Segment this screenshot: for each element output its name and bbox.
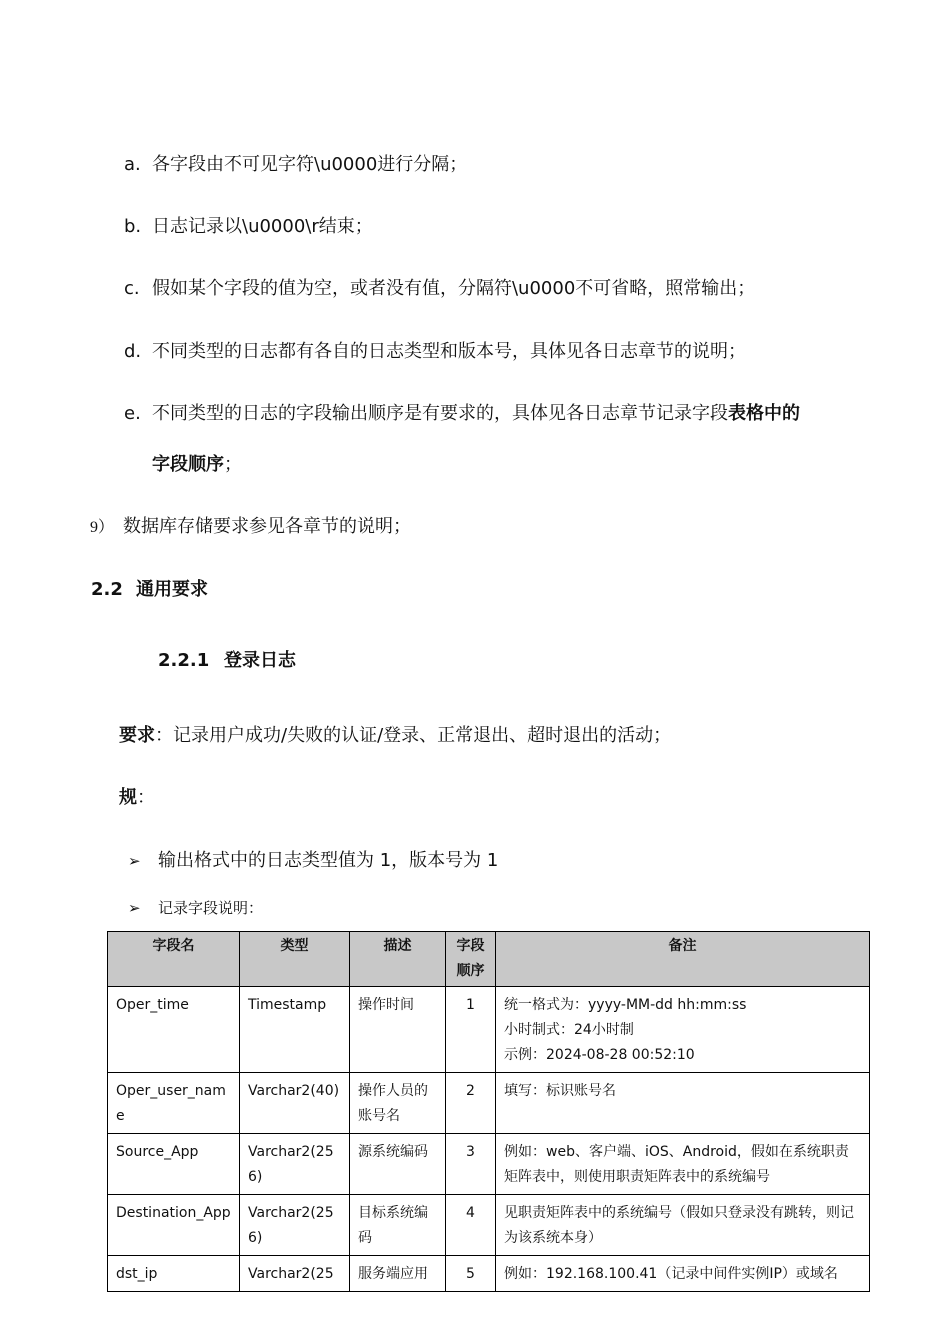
- arrow-bullet-icon: ➢: [128, 899, 141, 917]
- list-marker: e.: [124, 403, 141, 424]
- list-text-bold: 字段顺序: [152, 454, 224, 475]
- cell-order: 5: [446, 1256, 496, 1292]
- cell-description: 源系统编码: [350, 1134, 446, 1195]
- bullet-item-log-type: [128, 846, 498, 872]
- cell-order: 2: [446, 1073, 496, 1134]
- cell-type: Varchar2(25: [240, 1256, 350, 1292]
- list-text: 数据库存储要求参见各章节的说明；: [123, 516, 411, 537]
- rule-paragraph: [119, 783, 155, 809]
- cell-field-name: Source_App: [108, 1134, 240, 1195]
- list-item-9: [90, 512, 411, 538]
- list-text-bold: 表格中的: [728, 403, 800, 424]
- cell-field-name: Oper_time: [108, 987, 240, 1073]
- header-remark: 备注: [496, 932, 870, 987]
- cell-type: Varchar2(40): [240, 1073, 350, 1134]
- list-item-b: [124, 212, 373, 238]
- requirement-text: ：记录用户成功/失败的认证/登录、正常退出、超时退出的活动；: [155, 725, 672, 746]
- cell-description: 操作时间: [350, 987, 446, 1073]
- list-marker: 9）: [90, 519, 115, 536]
- remark-line: 示例：2024-08-28 00:52:10: [504, 1047, 695, 1063]
- list-text: 日志记录以\u0000\r结束；: [152, 216, 373, 237]
- section-title: 通用要求: [136, 579, 208, 600]
- remark-line: 小时制式：24小时制: [504, 1022, 634, 1038]
- cell-remark: [496, 1256, 870, 1292]
- section-number: 2.2: [91, 579, 123, 600]
- cell-order: 1: [446, 987, 496, 1073]
- list-item-a: [124, 150, 467, 176]
- list-text: 假如某个字段的值为空，或者没有值，分隔符\u0000不可省略，照常输出；: [152, 278, 756, 299]
- remark-line: 例如：192.168.100.41（记录中间件实例IP）或域名: [504, 1266, 838, 1282]
- cell-field-name: Oper_user_name: [108, 1073, 240, 1134]
- table-row: [108, 1256, 870, 1292]
- requirement-label: 要求: [119, 725, 155, 746]
- requirement-paragraph: [119, 721, 671, 747]
- list-text: 各字段由不可见字符\u0000进行分隔；: [152, 154, 468, 175]
- list-text: 不同类型的日志的字段输出顺序是有要求的，具体见各日志章节记录字段: [152, 403, 728, 424]
- subsection-title: 登录日志: [224, 650, 296, 671]
- cell-remark: [496, 1073, 870, 1134]
- list-marker: d.: [124, 341, 142, 362]
- list-marker: c.: [124, 278, 140, 299]
- rule-label: 规: [119, 787, 137, 808]
- cell-type: Timestamp: [240, 987, 350, 1073]
- list-item-e: [124, 399, 800, 425]
- cell-field-name: dst_ip: [108, 1256, 240, 1292]
- cell-description: 目标系统编码: [350, 1195, 446, 1256]
- arrow-bullet-icon: ➢: [128, 852, 141, 870]
- cell-type: Varchar2(256): [240, 1195, 350, 1256]
- cell-remark: [496, 1134, 870, 1195]
- fields-table: [107, 931, 870, 1292]
- table-row: [108, 1073, 870, 1134]
- remark-line: 统一格式为：yyyy-MM-dd hh:mm:ss: [504, 997, 747, 1013]
- subsection-heading: [158, 646, 296, 672]
- cell-description: 服务端应用: [350, 1256, 446, 1292]
- table-header-row: [108, 932, 870, 987]
- list-item-e-continuation: [152, 450, 242, 476]
- list-marker: b.: [124, 216, 142, 237]
- cell-field-name: Destination_App: [108, 1195, 240, 1256]
- bullet-text: 输出格式中的日志类型值为 1，版本号为 1: [158, 850, 499, 871]
- list-text: 不同类型的日志都有各自的日志类型和版本号，具体见各日志章节的说明；: [152, 341, 746, 362]
- cell-order: 4: [446, 1195, 496, 1256]
- header-field-order: 字段顺序: [446, 932, 496, 987]
- cell-remark: [496, 987, 870, 1073]
- bullet-text: 记录字段说明：: [158, 899, 264, 917]
- cell-type: Varchar2(256): [240, 1134, 350, 1195]
- table-row: [108, 987, 870, 1073]
- list-item-d: [124, 337, 746, 363]
- cell-description: 操作人员的账号名: [350, 1073, 446, 1134]
- header-type: 类型: [240, 932, 350, 987]
- header-field-name: 字段名: [108, 932, 240, 987]
- list-item-c: [124, 274, 755, 300]
- bullet-item-fields: [128, 897, 263, 918]
- remark-line: 见职责矩阵表中的系统编号（假如只登录没有跳转，则记为该系统本身）: [504, 1205, 854, 1246]
- header-description: 描述: [350, 932, 446, 987]
- remark-line: 填写：标识账号名: [504, 1083, 616, 1099]
- section-heading: [91, 575, 208, 601]
- rule-text: ：: [137, 787, 155, 808]
- subsection-number: 2.2.1: [158, 650, 210, 671]
- list-text: ；: [224, 454, 242, 475]
- table-row: [108, 1134, 870, 1195]
- cell-remark: [496, 1195, 870, 1256]
- table-row: [108, 1195, 870, 1256]
- remark-line: 例如：web、客户端、iOS、Android，假如在系统职责矩阵表中，则使用职责矩阵表中的系统编号: [504, 1144, 849, 1185]
- cell-order: 3: [446, 1134, 496, 1195]
- list-marker: a.: [124, 154, 141, 175]
